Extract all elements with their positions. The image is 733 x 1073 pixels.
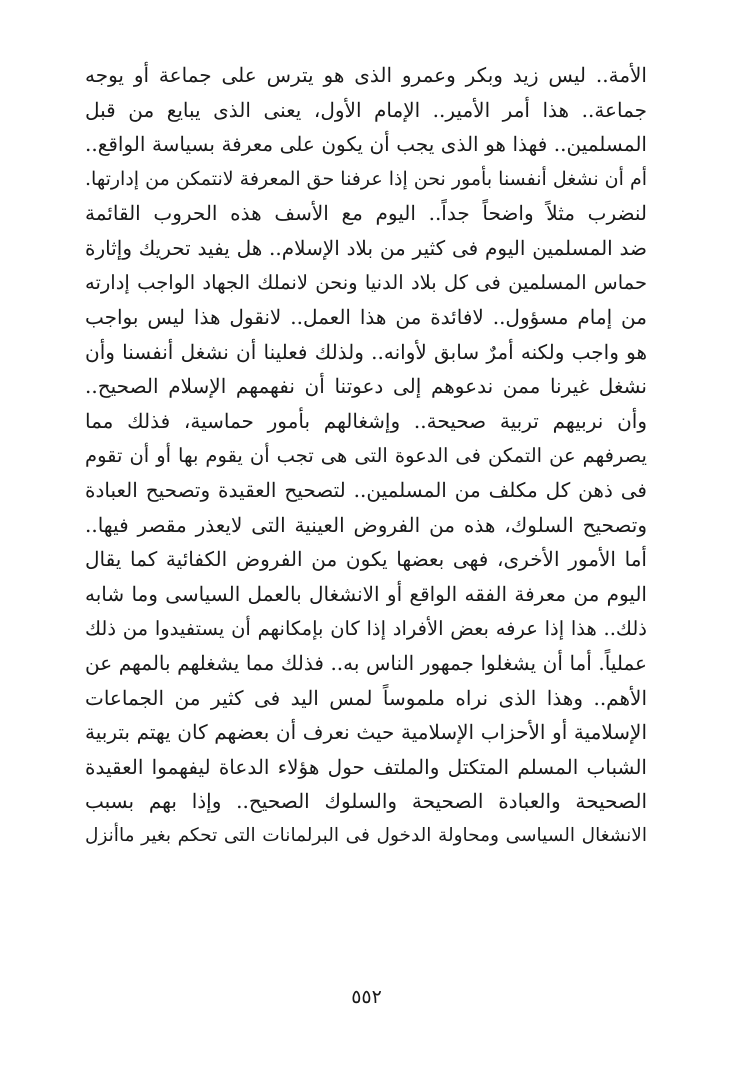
text-line: جماعة.. هذا أمر الأمير.. الإمام الأول، يعنى الذى يبايع من قبل	[85, 97, 647, 122]
text-line: الشباب المسلم المتكتل والملتف حول هؤلاء الدعاة ليفهموا العقيدة	[85, 754, 647, 779]
text-line: ذلك.. هذا إذا عرفه بعض الأفراد إذا كان بإمكانهم أن يستفيدوا من ذلك	[85, 616, 647, 640]
text-line: الإسلامية أو الأحزاب الإسلامية حيث نعرف أن بعضهم كان يهتم بتربية	[85, 720, 648, 745]
text-line: وتصحيح السلوك، هذه من الفروض العينية التى لايعذر مقصر فيها..	[85, 512, 647, 537]
text-line: لنضرب مثلاً واضحاً جداً.. اليوم مع الأسف هذه الحروب القائمة	[85, 201, 647, 226]
text-line: الصحيحة والعبادة الصحيحة والسلوك الصحيح.. وإذا بهم بسبب	[85, 789, 647, 814]
text-line: اليوم من معرفة الفقه الواقع أو الانشغال بالعمل السياسى وما شابه	[85, 581, 647, 606]
text-line: نشغل غيرنا ممن ندعوهم إلى دعوتنا أن نفهمهم الإسلام الصحيح..	[85, 374, 647, 399]
text-line: أما الأمور الأخرى، فهى بعضها يكون من الفروض الكفائية كما يقال	[85, 547, 647, 572]
text-line: المسلمين.. فهذا هو الذى يجب أن يكون على معرفة بسياسة الواقع..	[85, 132, 647, 157]
text-line: عملياً. أما أن يشغلوا جمهور الناس به.. فذلك مما يشغلهم بالمهم عن	[85, 651, 647, 676]
body-text	[85, 58, 647, 854]
text-line: ضد المسلمين اليوم فى كثير من بلاد الإسلام.. هل يفيد تحريك وإثارة	[85, 235, 647, 260]
page-number: ٥٥٢	[351, 986, 382, 1008]
text-line: الأمة.. ليس زيد وبكر وعمرو الذى هو يترس على جماعة أو يوجه	[85, 63, 647, 87]
text-line: وأن نربيهم تربية صحيحة.. وإشغالهم بأمور حماسية، فذلك مما	[85, 408, 647, 433]
text-line: الأهم.. وهذا الذى نراه ملموساً لمس اليد فى كثير من الجماعات	[85, 685, 648, 710]
text-line: يصرفهم عن التمكن فى الدعوة التى هى تجب أن يقوم بها أو أن تقوم	[85, 443, 647, 467]
text-line: حماس المسلمين فى كل بلاد الدنيا ونحن لانملك الجهاد الواجب إدارته	[85, 270, 647, 294]
text-line: أم أن نشغل أنفسنا بأمور نحن إذا عرفنا حق المعرفة لانتمكن من إدارتها.	[85, 167, 647, 190]
text-line: هو واجب ولكنه أمرٌ سابق لأوانه.. ولذلك فعلينا أن نشغل أنفسنا وأن	[85, 339, 647, 364]
text-line: الانشغال السياسى ومحاولة الدخول فى البرلمانات التى تحكم بغير ماأنزل	[85, 825, 647, 847]
text-line: من إمام مسؤول.. لافائدة من هذا العمل.. لانقول هذا ليس بواجب	[85, 305, 647, 330]
text-line: فى ذهن كل مكلف من المسلمين.. لتصحيح العقيدة وتصحيح العبادة	[85, 478, 647, 503]
